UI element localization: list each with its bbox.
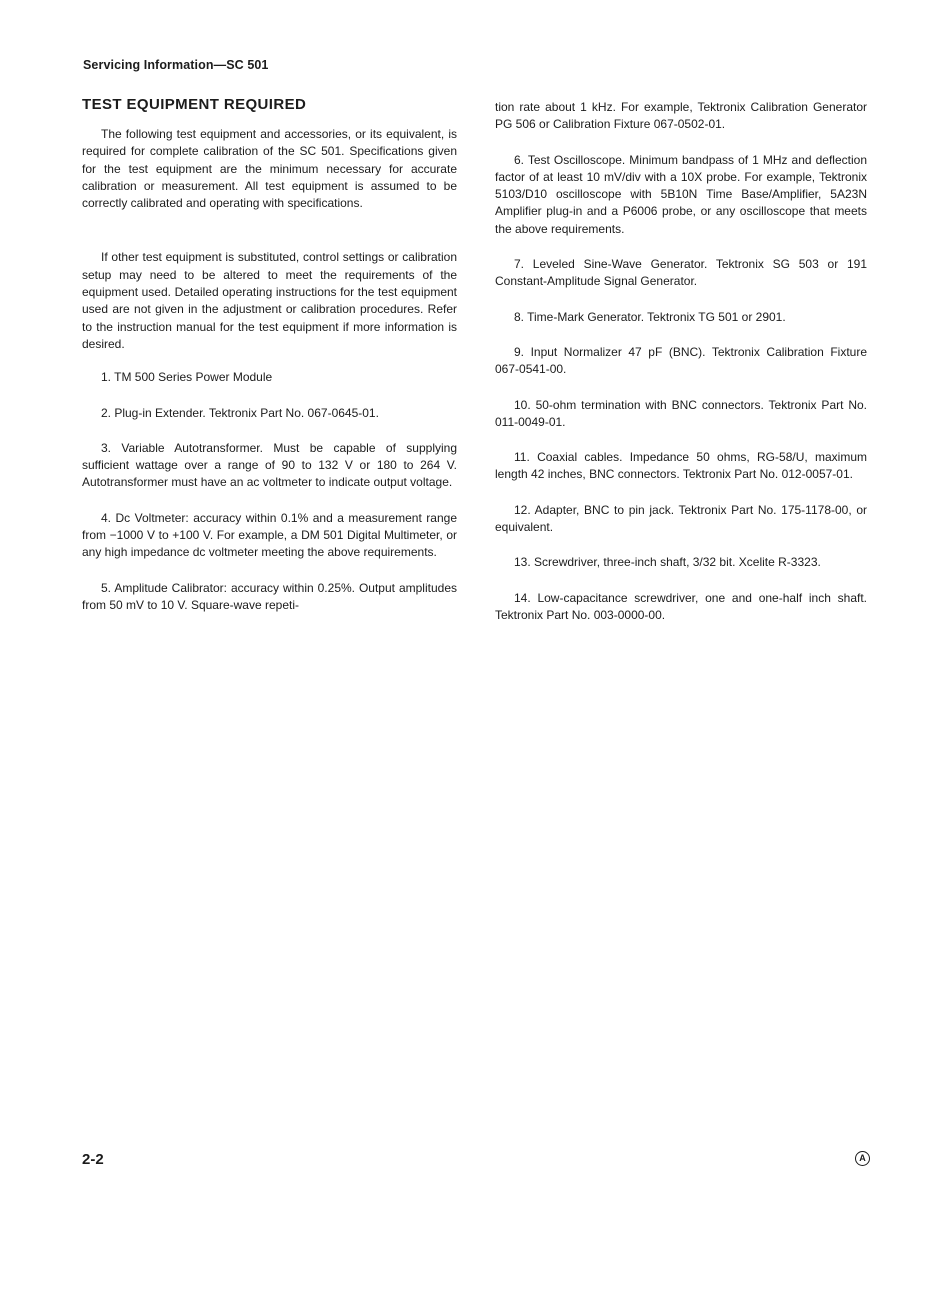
list-item: 10. 50-ohm termination with BNC connectors. Tektronix Part No. 011-0049-01. [495, 397, 867, 429]
revision-mark-icon: A [855, 1151, 870, 1166]
list-item-continuation: tion rate about 1 kHz. For example, Tektronix Calibration Generator PG 506 or Calibration Fixture 067-0502-01. [495, 100, 867, 132]
list-item: 11. Coaxial cables. Impedance 50 ohms, RG-58/U, maximum length 42 inches, BNC connectors. Tektronix Part No. 012-0057-01. [495, 450, 867, 482]
list-item: 3. Variable Autotransformer. Must be capable of supplying sufficient wattage over a range of 90 to 132 V or 180 to 264 V. Autotransformer must have an ac voltmeter to indicate output voltage. [82, 440, 457, 490]
running-header: Servicing Information—SC 501 [83, 58, 269, 72]
list-item: 6. Test Oscilloscope. Minimum bandpass of 1 MHz and deflection factor of at least 10 mV/div with a 10X probe. For example, Tektronix 5103/D10 oscilloscope with 5B10N Time Base/Amplifier, 5A23N Amplifier plug-in and a P6006 probe, or any oscilloscope that meets the above requirements. [495, 152, 867, 236]
list-item: 7. Leveled Sine-Wave Generator. Tektronix SG 503 or 191 Constant-Amplitude Signal Generator. [495, 257, 867, 289]
list-item: 14. Low-capacitance screwdriver, one and one-half inch shaft. Tektronix Part No. 003-0000-00. [495, 590, 867, 622]
list-item: 1. TM 500 Series Power Module [101, 370, 273, 385]
list-item: 4. Dc Voltmeter: accuracy within 0.1% and a measurement range from −1000 V to +100 V. For example, a DM 501 Digital Multimeter, or any high impedance dc voltmeter meeting the above requirements. [82, 510, 457, 560]
section-title: TEST EQUIPMENT REQUIRED [82, 96, 307, 113]
left-column [82, 96, 457, 614]
intro-paragraph: The following test equipment and accessories, or its equivalent, is required for complete calibration of the SC 501. Specifications given for the test equipment are the minimum necessary for accurate calibration or measurement. All test equipment is assumed to be correctly calibrated and operating with specifications. [82, 127, 457, 211]
list-item: 8. Time-Mark Generator. Tektronix TG 501 or 2901. [514, 309, 786, 324]
intro-paragraph: If other test equipment is substituted, control settings or calibration setup may need to be altered to meet the requirements of the equipment used. Detailed operating instructions for the test equipment used are not given in the adjustment or calibration procedures. Refer to the instruction manual for the test equipment if more information is desired. [82, 250, 457, 351]
list-item: 13. Screwdriver, three-inch shaft, 3/32 bit. Xcelite R-3323. [514, 555, 821, 570]
list-item: 2. Plug-in Extender. Tektronix Part No. 067-0645-01. [101, 405, 379, 420]
list-item: 5. Amplitude Calibrator: accuracy within 0.25%. Output amplitudes from 50 mV to 10 V. Square-wave repeti- [82, 580, 457, 612]
list-item: 9. Input Normalizer 47 pF (BNC). Tektronix Calibration Fixture 067-0541-00. [495, 344, 867, 377]
list-item: 12. Adapter, BNC to pin jack. Tektronix Part No. 175-1178-00, or equivalent. [495, 502, 867, 535]
right-column [495, 99, 867, 624]
page-number: 2-2 [82, 1151, 104, 1168]
